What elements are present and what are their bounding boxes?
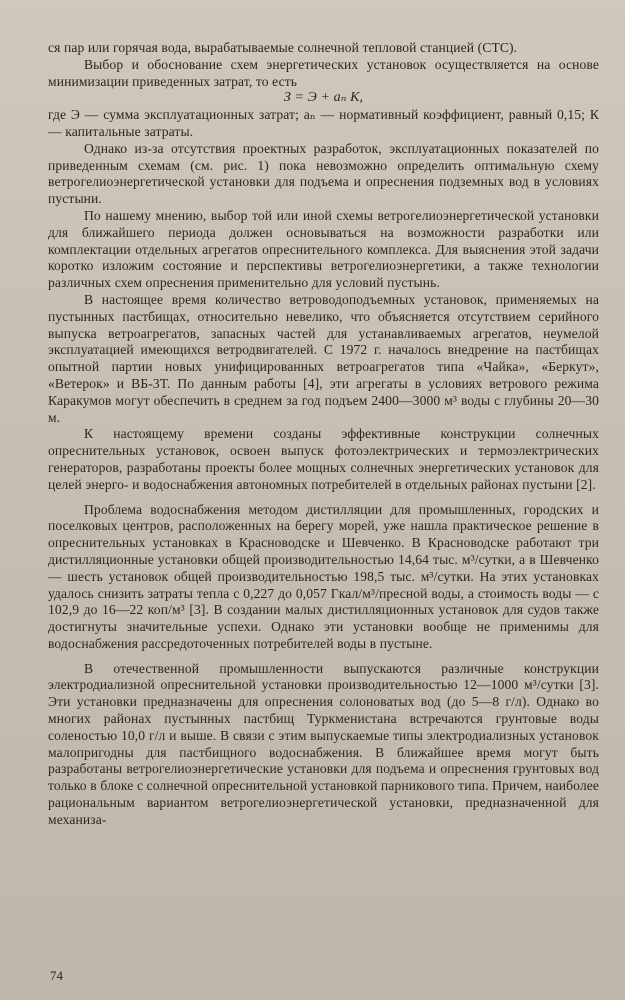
paragraph: К настоящему времени созданы эффективные конструкции солнечных опреснительных установок, освоен выпуск фотоэлектрических и термоэлектрических генераторов, разработаны проекты более мощных солнечных энергетических установок для целей энерго- и водоснабжения автономных потребителей в отдельных районах пустыни [2]. <box>48 426 599 492</box>
paragraph: По нашему мнению, выбор той или иной схемы ветрогелиоэнергетической установки для ближайшего периода должен основываться на возможности разработки или комплектации отдельных агрегатов опреснительного комплекса. Для выяснения этой задачи коротко изложим состояние и перспективы ветрогелиоэнергетики, а также технологии различных схем опреснения применительно для условий пустынь. <box>48 207 599 291</box>
paragraph: В настоящее время количество ветроводоподъемных установок, применяемых на пустынных пастбищах, относительно невелико, что объясняется отсутствием серийного выпуска ветроагрегатов, запасных частей для устанавливаемых агрегатов, неумелой эксплуатацией имеющихся ветродвигателей. С 1972 г. началось внедрение на пастбищах опытной партии новых унифицированных ветроагрегатов типа «Чайка», «Беркут», «Ветерок» и ВБ-3Т. По данным работы [4], эти агрегаты в условиях ветрового режима Каракумов могут обеспечить в среднем за год подъем 2400—3000 м³ воды с глубины 20—30 м. <box>48 291 599 425</box>
paragraph: Выбор и обоснование схем энергетических установок осуществляется на основе минимизации приведенных затрат, то есть <box>48 56 599 89</box>
page-number: 74 <box>50 968 63 983</box>
paragraph: Однако из-за отсутствия проектных разработок, эксплуатационных показателей по приведенным схемам (см. рис. 1) пока невозможно определить оптимальную схему ветрогелиоэнергетической установки для подъема и опреснения подземных вод в условиях пустыни. <box>48 140 599 207</box>
paragraph: В отечественной промышленности выпускаются различные конструкции электродиализной опреснительной установки производительностью 12—1000 м³/сутки [3]. Эти установки предназначены для опреснения солоноватых вод (до 5—8 г/л). Однако во многих районах пустынных пастбищ Туркменистана встречаются грунтовые воды соленостью 10,0 г/л и выше. В связи с этим выпускаемые типы электродиализных установок малопригодны для пастбищного водоснабжения. В ближайшее время могут быть разработаны ветрогелиоэнергетические установки для подъема и опреснения грунтовых вод только в блоке с солнечной опреснительной установкой парникового типа. Причем, наиболее рациональным вариантом ветрогелиоэнергетической установки, предназначенной для механиза- <box>48 660 599 827</box>
page-text <box>48 40 599 829</box>
formula: З = Э + aₙ К, <box>283 90 364 106</box>
paragraph: где Э — сумма эксплуатационных затрат; aₙ — нормативный коэффициент, равный 0,15; К — капитальные затраты. <box>48 107 599 139</box>
paragraph: Проблема водоснабжения методом дистилляции для промышленных, городских и поселковых центров, расположенных на берегу морей, уже нашла практическое решение в опреснительных установках в Красноводске и Шевченко. В Красноводске работают три дистилляционные установки общей производительностью 14,64 тыс. м³/сутки, а в Шевченко — шесть установок общей производительностью 198,5 тыс. м³/сутки. На этих установках удалось снизить затраты тепла с 0,227 до 0,057 Гкал/м³/пресной воды, а стоимость воды — с 102,9 до 16—22 коп/м³ [3]. В создании малых дистилляционных установок для судов также достигнуты значительные успехи. Однако эти установки вообще не применимы для водоснабжения рассредоточенных потребителей воды в пустыне. <box>48 501 599 651</box>
paragraph: ся пар или горячая вода, вырабатываемые солнечной тепловой станцией (СТС). <box>48 40 518 55</box>
